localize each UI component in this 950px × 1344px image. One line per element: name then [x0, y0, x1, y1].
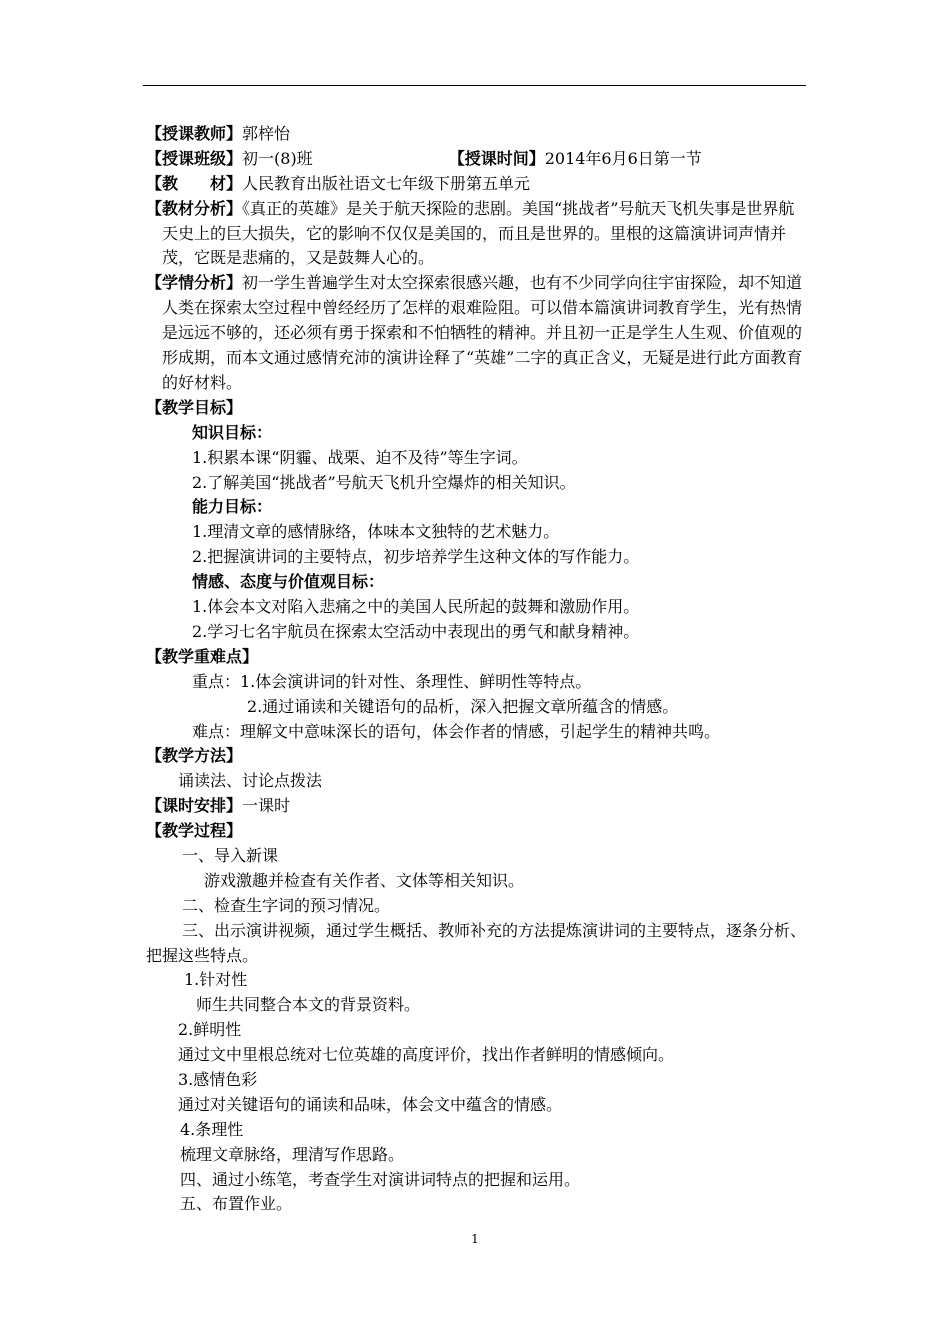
goals-heading: 【教学目标】	[146, 397, 243, 417]
process-point-3: 3.感情色彩	[178, 1070, 258, 1089]
process-step-1-detail: 游戏激趣并检查有关作者、文体等相关知识。	[204, 870, 525, 890]
process-point-2-detail: 通过文中里根总统对七位英雄的高度评价，找出作者鲜明的情感倾向。	[178, 1045, 675, 1065]
page-number: 1	[471, 1232, 479, 1246]
teacher-row	[146, 122, 810, 147]
lesson-plan	[146, 122, 810, 1217]
class-label: 【授课班级】	[146, 148, 243, 168]
ability-item: 2.把握演讲词的主要特点，初步培养学生这种文体的写作能力。	[192, 547, 640, 567]
analysis-label: 【教材分析】	[146, 198, 243, 218]
method-heading: 【教学方法】	[146, 746, 243, 766]
emotion-title: 情感、态度与价值观目标：	[192, 572, 385, 592]
process-point-4-detail: 梳理文章脉络，理清写作思路。	[180, 1144, 405, 1164]
key-heading: 【教学重难点】	[146, 646, 259, 666]
textbook-value: 人民教育出版社语文七年级下册第五单元	[242, 173, 531, 193]
process-step-5: 五、布置作业。	[180, 1194, 293, 1214]
emotion-item: 2.学习七名宇航员在探索太空活动中表现出的勇气和献身精神。	[192, 621, 640, 641]
hours-row	[146, 794, 810, 819]
hours-value: 一课时	[242, 796, 291, 816]
analysis-paragraph	[146, 197, 810, 272]
students-label: 【学情分析】	[146, 273, 243, 293]
process-point-3-detail: 通过对关键语句的诵读和品味，体会文中蕴含的情感。	[178, 1094, 563, 1114]
process-point-4: 4.条理性	[180, 1119, 244, 1139]
knowledge-item: 2.了解美国“挑战者”号航天飞机升空爆炸的相关知识。	[192, 472, 576, 492]
teacher-label: 【授课教师】	[146, 124, 243, 143]
key-focus-2: 2.通过诵读和关键语句的品析，深入把握文章所蕴含的情感。	[247, 696, 679, 716]
process-point-1-detail: 师生共同整合本文的背景资料。	[196, 995, 421, 1015]
analysis-text: 《真正的英雄》是关于航天探险的悲剧。美国“挑战者”号航天飞机失事是世界航天史上的巨大损失，它的影响不仅仅是美国的，而且是世界的。里根的这篇演讲词声情并茂，它既是悲痛的，又是鼓舞人心的。	[162, 198, 795, 268]
process-point-2: 2.鲜明性	[178, 1020, 242, 1040]
process-step-1: 一、导入新课	[182, 845, 279, 865]
class-row	[146, 147, 810, 172]
process-step-4: 四、通过小练笔，考查学生对演讲词特点的把握和运用。	[180, 1169, 581, 1189]
process-heading: 【教学过程】	[146, 821, 243, 841]
teacher-value: 郭梓怡	[242, 124, 291, 143]
header-rule	[143, 85, 806, 86]
students-text: 初一学生普遍学生对太空探索很感兴趣，也有不少同学向往宇宙探险，却不知道人类在探索太空过程中曾经经历了怎样的艰难险阻。可以借本篇演讲词教育学生，光有热情是远远不够的，还必须有勇于探索和不怕牺牲的精神。并且初一正是学生人生观、价值观的形成期，而本文通过感情充沛的演讲诠释了“英雄”二字的真正含义，无疑是进行此方面教育的好材料。	[162, 273, 803, 393]
process-step-3: 三、出示演讲视频，通过学生概括、教师补充的方法提炼演讲词的主要特点，逐条分析、把握这些特点。	[146, 920, 807, 965]
method-text: 诵读法、讨论点拨法	[178, 771, 323, 791]
knowledge-title: 知识目标：	[192, 422, 273, 442]
textbook-label: 【教 材】	[146, 173, 243, 193]
process-step-2: 二、检查生字词的预习情况。	[182, 895, 391, 915]
time-value: 2014年6月6日第一节	[544, 148, 702, 168]
key-focus-1: 重点：1.体会演讲词的针对性、条理性、鲜明性等特点。	[192, 671, 592, 691]
knowledge-item: 1.积累本课“阴霾、战栗、迫不及待”等生字词。	[192, 447, 528, 467]
key-difficulty: 难点：理解文中意味深长的语句，体会作者的情感，引起学生的精神共鸣。	[192, 721, 721, 741]
textbook-row	[146, 172, 810, 197]
time-label: 【授课时间】	[448, 148, 545, 168]
students-paragraph	[146, 271, 810, 396]
emotion-item: 1.体会本文对陷入悲痛之中的美国人民所起的鼓舞和激励作用。	[192, 597, 640, 617]
ability-title: 能力目标：	[192, 497, 273, 517]
ability-item: 1.理清文章的感情脉络，体味本文独特的艺术魅力。	[192, 522, 560, 542]
class-value: 初一(8)班	[242, 148, 313, 168]
hours-label: 【课时安排】	[146, 796, 243, 816]
process-point-1: 1.针对性	[184, 970, 248, 990]
